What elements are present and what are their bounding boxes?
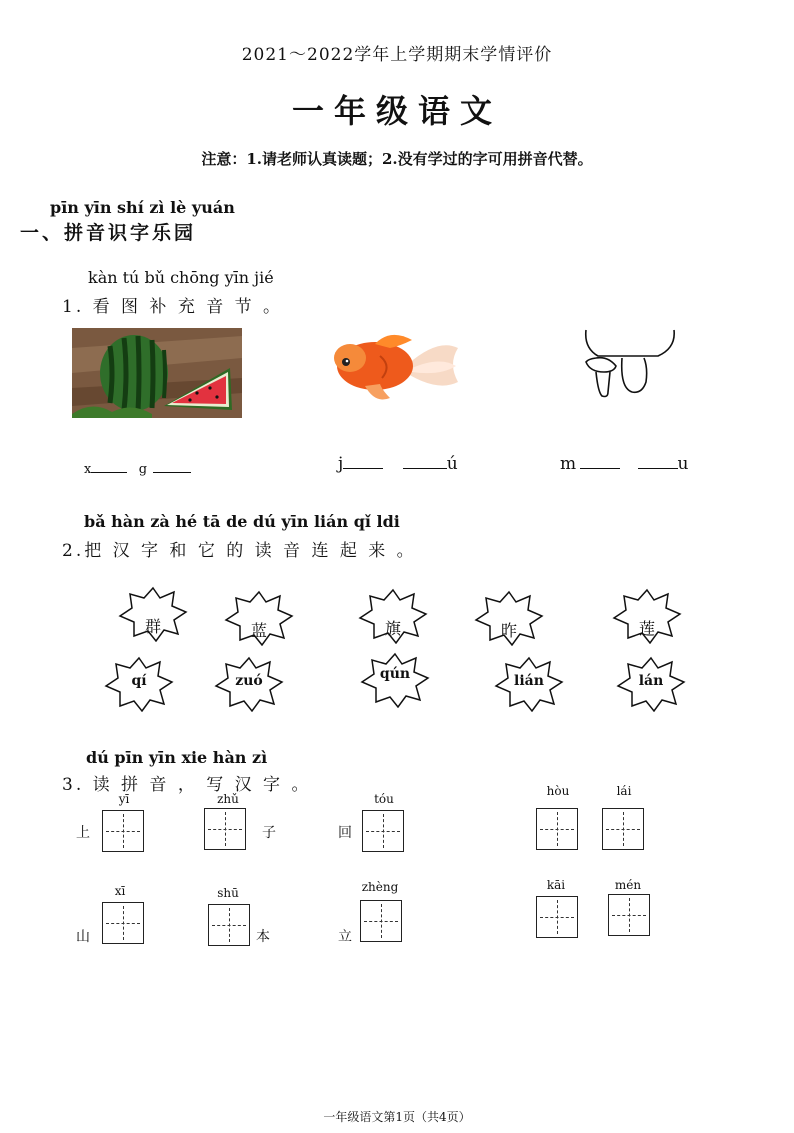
pinyin-card-qi[interactable] [104, 656, 174, 712]
q3-text: 3. 读 拼 音 ， 写 汉 字 。 [62, 775, 312, 795]
blank-line[interactable] [580, 454, 620, 469]
pinyin-label: lián [514, 673, 544, 689]
writing-grid[interactable] [362, 810, 404, 852]
grid-pinyin: yī [118, 792, 130, 806]
grid-pinyin: hòu [546, 784, 570, 798]
grid-char: 子 [262, 825, 276, 841]
answer-letter: j [338, 454, 344, 474]
blank-line[interactable] [91, 458, 127, 473]
page-title: 一年级语文 [291, 92, 502, 130]
answer-letter: g [138, 462, 148, 477]
writing-grid[interactable] [536, 896, 578, 938]
answer-blank-goldfish[interactable] [338, 454, 458, 474]
grid-pinyin: lái [616, 784, 632, 798]
grid-pinyin: mén [614, 878, 642, 892]
blank-line[interactable] [403, 454, 447, 469]
q1-pinyin: kàn tú bǔ chōng yīn jié [88, 268, 274, 287]
grid-pinyin: tóu [374, 792, 394, 806]
char-card-lian[interactable] [612, 588, 682, 644]
pinyin-label: lán [638, 673, 664, 689]
writing-grid[interactable] [102, 902, 144, 944]
grid-char: 上 [76, 825, 90, 841]
char-label: 昨 [500, 621, 517, 640]
pinyin-label: qún [379, 666, 411, 682]
answer-letter: m [560, 454, 577, 474]
answer-letter: u [677, 454, 689, 474]
char-card-zuo[interactable] [474, 590, 544, 646]
char-card-lan[interactable] [224, 590, 294, 646]
grid-pinyin: xī [114, 884, 126, 898]
answer-blank-mushroom[interactable] [560, 454, 688, 474]
goldfish-picture [320, 326, 460, 411]
grid-char: 回 [338, 825, 352, 841]
section1-pinyin: pīn yīn shí zì lè yuán [50, 198, 235, 217]
grid-pinyin: zhǔ [217, 792, 239, 806]
grid-char: 立 [338, 929, 352, 945]
pinyin-card-qun[interactable] [360, 652, 430, 708]
exam-header: 2021～2022学年上学期期末学情评价 [241, 45, 553, 65]
char-label: 蓝 [250, 621, 267, 640]
pinyin-card-zuo[interactable] [214, 656, 284, 712]
grid-char: 本 [256, 929, 270, 945]
writing-grid[interactable] [102, 810, 144, 852]
pinyin-label: zuó [235, 673, 263, 689]
writing-grid[interactable] [608, 894, 650, 936]
blank-line[interactable] [343, 454, 383, 469]
char-label: 群 [144, 617, 161, 636]
writing-grid[interactable] [536, 808, 578, 850]
section1-title: 一、拼音识字乐园 [20, 222, 197, 244]
grid-pinyin: zhèng [361, 880, 399, 894]
grid-pinyin: shū [217, 886, 239, 900]
q1-text: 1. 看 图 补 充 音 节 。 [62, 297, 284, 317]
answer-letter: x [84, 462, 92, 477]
answer-blank-watermelon[interactable] [84, 458, 191, 478]
pinyin-card-lan[interactable] [616, 656, 686, 712]
char-card-qi[interactable] [358, 588, 428, 644]
writing-grid[interactable] [360, 900, 402, 942]
page-footer: 一年级语文第1页（共4页） [323, 1110, 471, 1124]
q3-pinyin: dú pīn yīn xie hàn zì [86, 748, 268, 767]
blank-line[interactable] [153, 458, 191, 473]
grid-char: 山 [76, 929, 90, 945]
pinyin-card-lian[interactable] [494, 656, 564, 712]
answer-letter: ú [446, 454, 458, 474]
notice-text: 注意：1.请老师认真读题；2.没有学过的字可用拼音代替。 [201, 150, 593, 168]
q2-pinyin: bǎ hàn zà hé tā de dú yīn lián qǐ ldi [84, 512, 400, 531]
char-card-qun[interactable] [118, 586, 188, 642]
blank-line[interactable] [638, 454, 678, 469]
grid-pinyin: kāi [546, 878, 566, 892]
writing-grid[interactable] [602, 808, 644, 850]
writing-grid[interactable] [208, 904, 250, 946]
char-label: 莲 [638, 619, 655, 638]
writing-grid[interactable] [204, 808, 246, 850]
watermelon-picture [72, 328, 242, 418]
pinyin-label: qí [131, 673, 147, 689]
q2-text: 2.把 汉 字 和 它 的 读 音 连 起 来 。 [62, 541, 417, 561]
mushroom-picture [580, 326, 680, 404]
char-label: 旗 [384, 619, 401, 638]
